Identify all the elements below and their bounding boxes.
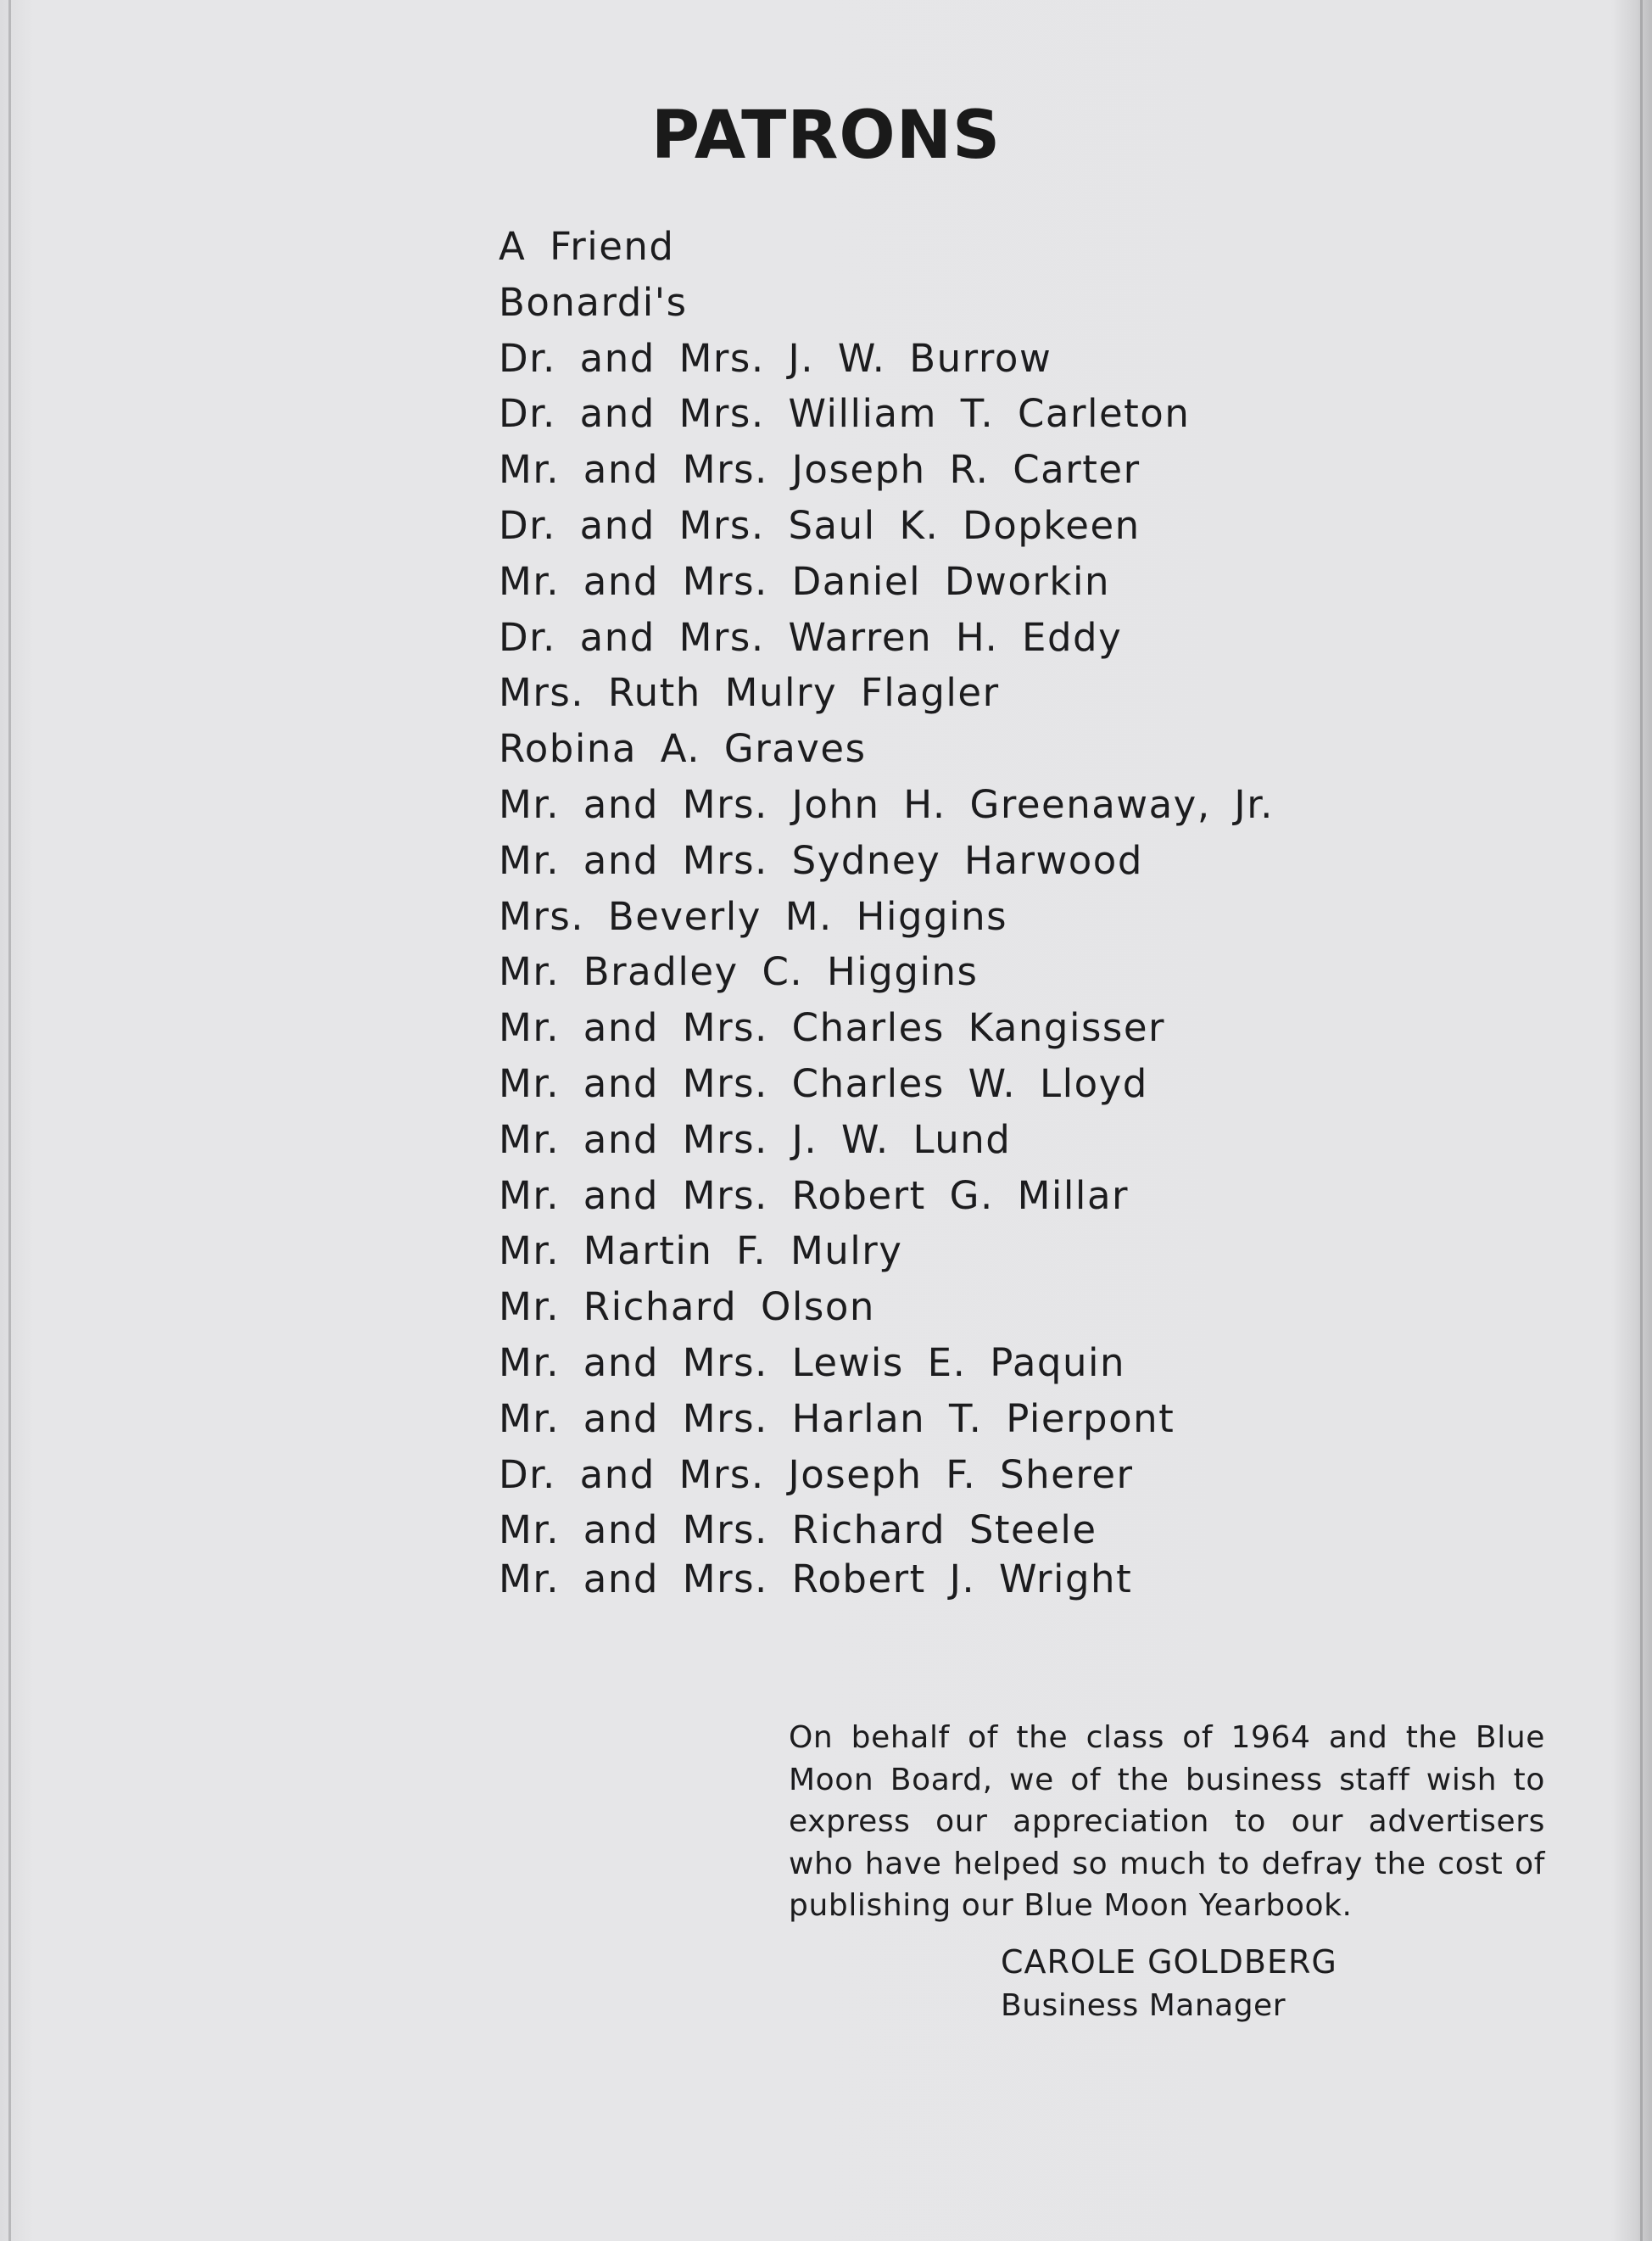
patron-name: Mr. and Mrs. Harlan T. Pierpont	[499, 1395, 1175, 1441]
patron-name: Dr. and Mrs. Warren H. Eddy	[499, 614, 1123, 660]
patron-name: Mrs. Ruth Mulry Flagler	[499, 670, 1000, 716]
page-binding-edge	[1640, 0, 1643, 2241]
patron-name: Mr. and Mrs. Joseph R. Carter	[499, 447, 1141, 493]
patron-name: Mr. and Mrs. Lewis E. Paquin	[499, 1339, 1126, 1385]
patron-name: Dr. and Mrs. Saul K. Dopkeen	[499, 502, 1141, 548]
patron-name: Mr. and Mrs. Robert G. Millar	[499, 1172, 1130, 1218]
patron-name: Mr. and Mrs. Robert J. Wright	[499, 1556, 1133, 1602]
patron-name: Mr. Bradley C. Higgins	[499, 949, 979, 995]
patron-name: Robina A. Graves	[499, 726, 867, 772]
patron-name: Mr. and Mrs. Richard Steele	[499, 1507, 1097, 1553]
patron-name: Mr. and Mrs. Daniel Dworkin	[499, 558, 1110, 604]
signer-name: CAROLE GOLDBERG	[1001, 1943, 1337, 1981]
patron-name: Mr. and Mrs. Charles Kangisser	[499, 1005, 1166, 1051]
patron-name: A Friend	[499, 224, 675, 269]
patron-name: Mr. and Mrs. Charles W. Lloyd	[499, 1060, 1148, 1106]
patron-name: Mr. Richard Olson	[499, 1284, 875, 1330]
page-left-edge	[8, 0, 11, 2241]
patron-name: Mr. and Mrs. John H. Greenaway, Jr.	[499, 781, 1274, 827]
patron-name: Bonardi's	[499, 279, 688, 325]
patron-name: Dr. and Mrs. Joseph F. Sherer	[499, 1451, 1134, 1497]
page-title: PATRONS	[650, 98, 1002, 174]
patron-name: Dr. and Mrs. William T. Carleton	[499, 391, 1191, 437]
patron-name: Mr. and Mrs. J. W. Lund	[499, 1116, 1012, 1162]
patron-name: Mrs. Beverly M. Higgins	[499, 893, 1008, 939]
patron-name: Mr. and Mrs. Sydney Harwood	[499, 837, 1143, 883]
patron-name: Dr. and Mrs. J. W. Burrow	[499, 335, 1052, 381]
acknowledgement-paragraph: On behalf of the class of 1964 and the Blue Moon Board, we of the business staff wish to express our appreciation to our advertisers who have helped so much to defray the cost of publishing our Blue Moon Yearbook.	[789, 1720, 1545, 1923]
patron-list	[499, 219, 1274, 1607]
patron-name: Mr. Martin F. Mulry	[499, 1228, 903, 1274]
signer-title: Business Manager	[1001, 1988, 1286, 2023]
